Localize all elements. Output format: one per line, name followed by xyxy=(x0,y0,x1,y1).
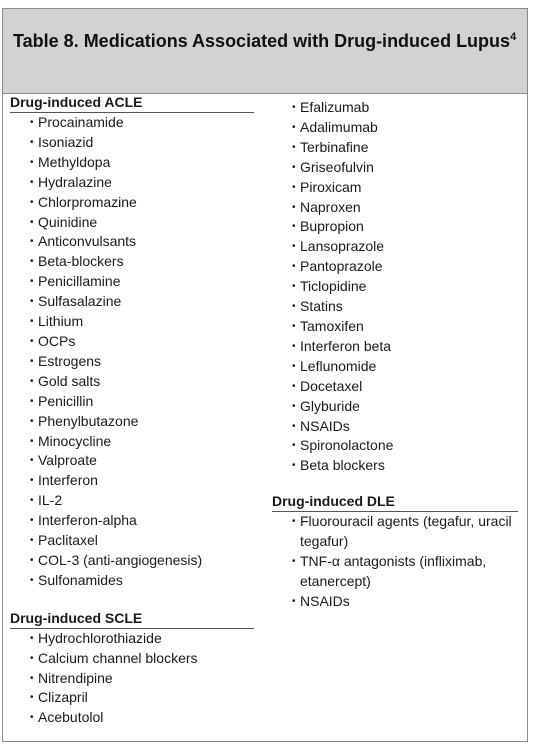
list-item: • Sulfonamides xyxy=(10,571,254,591)
list-item: • Adalimumab xyxy=(272,118,518,138)
list-item: • Statins xyxy=(272,297,518,317)
list-item: • Griseofulvin xyxy=(272,158,518,178)
list-item: • NSAIDs xyxy=(272,592,518,612)
dle-list xyxy=(272,512,518,612)
list-item: • Beta blockers xyxy=(272,456,518,476)
list-item: • Pantoprazole xyxy=(272,257,518,277)
table-title-text: Table 8. Medications Associated with Drug-induced Lupus xyxy=(13,31,511,51)
list-item: • Clizapril xyxy=(10,688,254,708)
list-item: • Phenylbutazone xyxy=(10,412,254,432)
list-item: • Isoniazid xyxy=(10,133,254,153)
list-item: • Hydralazine xyxy=(10,173,254,193)
acle-list xyxy=(10,113,254,591)
right-column xyxy=(272,98,518,612)
list-item: • Piroxicam xyxy=(272,178,518,198)
list-item: • Hydrochlorothiazide xyxy=(10,629,254,649)
list-item: • Spironolactone xyxy=(272,436,518,456)
list-item: • Leflunomide xyxy=(272,357,518,377)
list-item: • Sulfasalazine xyxy=(10,292,254,312)
list-item: • Lithium xyxy=(10,312,254,332)
list-item: • Gold salts xyxy=(10,372,254,392)
list-item: • Penicillin xyxy=(10,392,254,412)
list-item: • OCPs xyxy=(10,332,254,352)
list-item: • Bupropion xyxy=(272,217,518,237)
list-item: • Fluorouracil agents (tegafur, uracil tegafur) xyxy=(272,512,518,552)
list-item: • Valproate xyxy=(10,451,254,471)
list-item: • Terbinafine xyxy=(272,138,518,158)
list-item: • Interferon-alpha xyxy=(10,511,254,531)
list-item: • Quinidine xyxy=(10,213,254,233)
table-title xyxy=(13,29,517,53)
list-item: • Efalizumab xyxy=(272,98,518,118)
section-heading-acle: Drug-induced ACLE xyxy=(10,93,254,113)
list-item: • IL-2 xyxy=(10,491,254,511)
list-item: • Ticlopidine xyxy=(272,277,518,297)
list-item: • Glyburide xyxy=(272,397,518,417)
list-item: • Interferon beta xyxy=(272,337,518,357)
list-item: • TNF-α antagonists (infliximab, etanercept) xyxy=(272,552,518,592)
table-header xyxy=(3,9,527,94)
list-item: • Penicillamine xyxy=(10,272,254,292)
acle-list-continued xyxy=(272,98,518,476)
list-item: • Methyldopa xyxy=(10,153,254,173)
list-item: • Tamoxifen xyxy=(272,317,518,337)
list-item: • Paclitaxel xyxy=(10,531,254,551)
list-item: • Interferon xyxy=(10,471,254,491)
section-heading-scle: Drug-induced SCLE xyxy=(10,609,254,629)
list-item: • Procainamide xyxy=(10,113,254,133)
left-column xyxy=(10,93,254,728)
list-item: • NSAIDs xyxy=(272,417,518,437)
title-reference: 4 xyxy=(510,31,517,43)
list-item: • COL-3 (anti-angiogenesis) xyxy=(10,551,254,571)
list-item: • Minocycline xyxy=(10,432,254,452)
list-item: • Lansoprazole xyxy=(272,237,518,257)
list-item: • Docetaxel xyxy=(272,377,518,397)
list-item: • Naproxen xyxy=(272,198,518,218)
list-item: • Estrogens xyxy=(10,352,254,372)
list-item: • Anticonvulsants xyxy=(10,232,254,252)
scle-list xyxy=(10,629,254,729)
list-item: • Calcium channel blockers xyxy=(10,649,254,669)
list-item: • Acebutolol xyxy=(10,708,254,728)
section-heading-dle: Drug-induced DLE xyxy=(272,492,518,512)
list-item: • Nitrendipine xyxy=(10,669,254,689)
list-item: • Chlorpromazine xyxy=(10,193,254,213)
list-item: • Beta-blockers xyxy=(10,252,254,272)
